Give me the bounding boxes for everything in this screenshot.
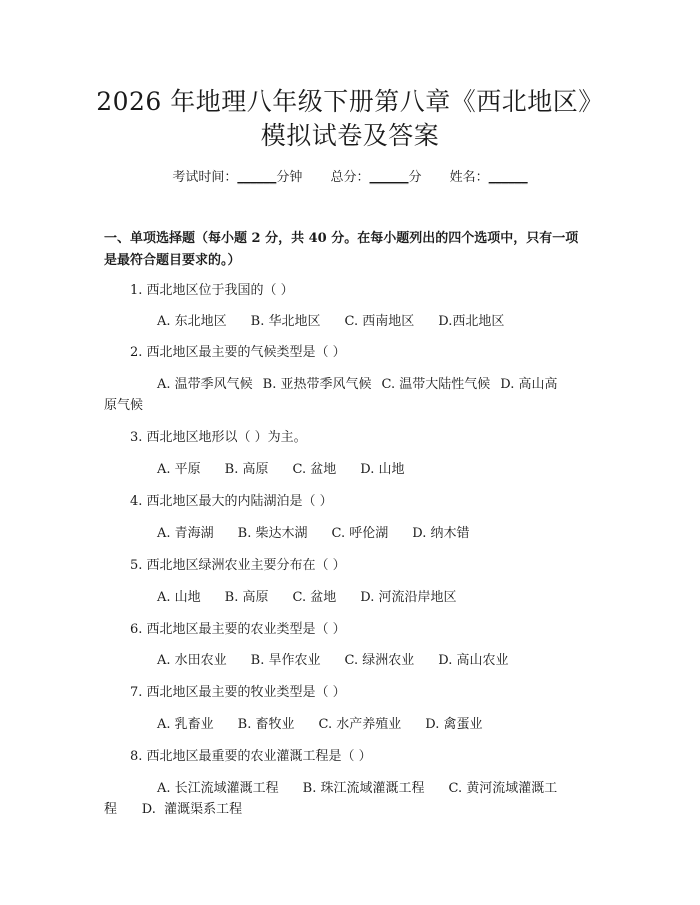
question-5-option-c: C. 盆地 <box>292 590 337 605</box>
question-7-option-d: D. 禽蛋业 <box>425 717 483 732</box>
exam-title-line2: 模拟试卷及答案 <box>260 121 440 150</box>
question-1-stem: 1. 西北地区位于我国的（ ） <box>130 283 294 298</box>
question-8-stem: 8. 西北地区最重要的农业灌溉工程是（ ） <box>130 749 372 764</box>
question-3-stem: 3. 西北地区地形以（ ）为主。 <box>130 430 307 445</box>
exam-time-blank: ______ <box>237 170 277 185</box>
question-5-option-d: D. 河流沿岸地区 <box>360 590 457 605</box>
total-score-blank: ______ <box>369 170 409 185</box>
question-4-options <box>157 524 493 544</box>
question-4-option-a: A. 青海湖 <box>157 526 214 541</box>
question-6-option-c: C. 绿洲农业 <box>344 653 415 668</box>
question-8-option-b: B. 珠江流域灌溉工程 <box>302 781 425 796</box>
question-4-option-c: C. 呼伦湖 <box>331 526 389 541</box>
student-name-field <box>450 170 528 185</box>
exam-time-unit: 分钟 <box>276 170 303 185</box>
question-1-options <box>157 312 528 332</box>
question-1-option-c: C. 西南地区 <box>344 314 415 329</box>
question-4-option-b: B. 柴达木湖 <box>237 526 308 541</box>
question-5-option-a: A. 山地 <box>157 590 201 605</box>
question-2-option-b: B. 亚热带季风气候 <box>262 377 372 392</box>
section-heading-line2: 是最符合题目要求的。） <box>104 253 241 268</box>
question-3-option-a: A. 平原 <box>157 462 201 477</box>
total-score-label: 总分： <box>330 170 370 185</box>
question-5-options <box>157 588 480 608</box>
total-score-unit: 分 <box>408 170 422 185</box>
question-4-option-d: D. 纳木错 <box>412 526 470 541</box>
question-8-option-c-continued-and-d: 程 D. 灌溉渠系工程 <box>104 802 243 817</box>
question-2-option-c: C. 温带大陆性气候 <box>381 377 491 392</box>
question-3-option-d: D. 山地 <box>360 462 405 477</box>
question-4-stem: 4. 西北地区最大的内陆湖泊是（ ） <box>130 494 333 509</box>
question-7-option-c: C. 水产养殖业 <box>318 717 402 732</box>
section-heading-line1: 一、单项选择题（每小题 2 分，共 40 分。在每小题列出的四个选项中，只有一项 <box>104 231 579 246</box>
question-3-options <box>157 460 428 480</box>
question-3-option-c: C. 盆地 <box>292 462 337 477</box>
question-3-option-b: B. 高原 <box>224 462 269 477</box>
exam-time-label: 考试时间： <box>172 170 238 185</box>
question-6-options <box>157 651 532 671</box>
question-6-option-b: B. 旱作农业 <box>250 653 321 668</box>
question-2-option-d-continued: 原气候 <box>104 398 144 413</box>
question-1-option-a: A. 东北地区 <box>157 314 227 329</box>
student-name-blank: ______ <box>488 170 528 185</box>
question-2-options <box>157 375 567 395</box>
exam-title-line1: 2026 年地理八年级下册第八章《西北地区》 <box>96 87 604 116</box>
question-5-stem: 5. 西北地区绿洲农业主要分布在（ ） <box>130 558 346 573</box>
question-2-stem: 2. 西北地区最主要的气候类型是（ ） <box>130 345 346 360</box>
total-score-field <box>330 170 425 185</box>
question-2-option-d: D. 高山高 <box>500 377 558 392</box>
exam-info-line <box>0 168 700 188</box>
question-7-stem: 7. 西北地区最主要的牧业类型是（ ） <box>130 685 346 700</box>
question-8-option-a: A. 长江流域灌溉工程 <box>157 781 279 796</box>
question-1-option-b: B. 华北地区 <box>250 314 321 329</box>
question-7-option-a: A. 乳畜业 <box>157 717 214 732</box>
question-7-option-b: B. 畜牧业 <box>237 717 295 732</box>
exam-time-field <box>172 170 306 185</box>
question-6-option-d: D. 高山农业 <box>438 653 509 668</box>
question-5-option-b: B. 高原 <box>224 590 269 605</box>
question-2-option-a: A. 温带季风气候 <box>157 377 253 392</box>
question-6-option-a: A. 水田农业 <box>157 653 227 668</box>
question-7-options <box>157 715 506 735</box>
question-8-option-c: C. 黄河流域灌溉工 <box>448 781 558 796</box>
question-1-option-d: D.西北地区 <box>438 314 505 329</box>
student-name-label: 姓名： <box>449 170 489 185</box>
question-8-options <box>157 779 581 799</box>
question-6-stem: 6. 西北地区最主要的农业类型是（ ） <box>130 622 346 637</box>
